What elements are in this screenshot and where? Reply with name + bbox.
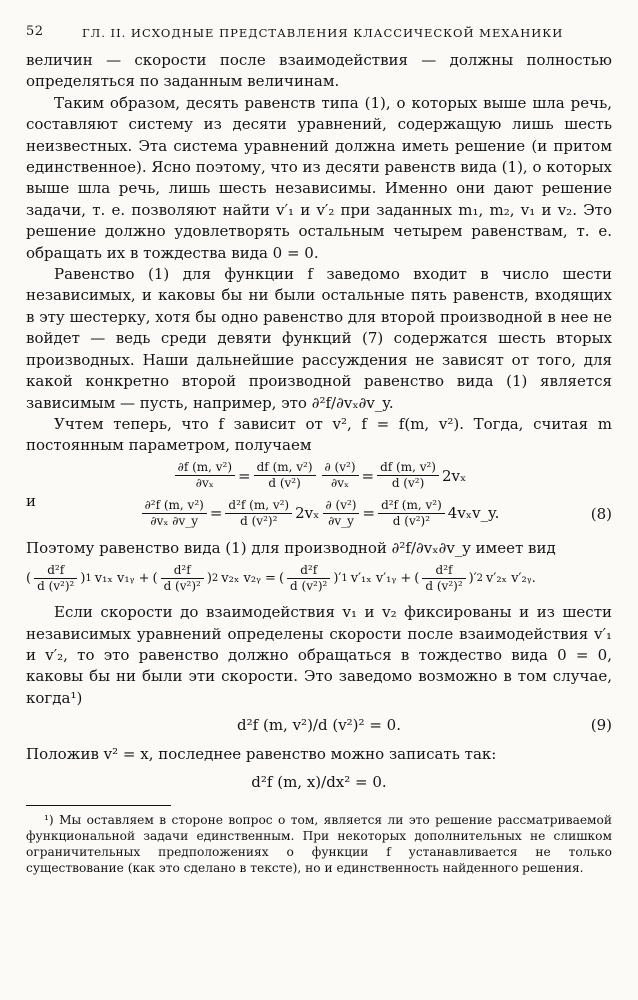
eq1-term-3: $\frac{\text{∂ (v²)}}{\text{∂vₓ}}$	[322, 460, 359, 491]
paragraph-3: Равенство (1) для функции f заведомо входит в число шести независимых, и каковы бы ни были остальные пять равенств, входящих в эту шестерку, хотя бы одно равенство для второй производной в нее не войдет — ведь среди девяти функций (7) содержатся шесть вторых производных. Наши дальнейшие рассуждения не зависят от того, для какой конкретно второй производной равенство вида (1) является зависимым — пусть, например, это ∂²f/∂vₓ∂v_y.	[26, 265, 612, 412]
and-label: и	[26, 491, 36, 510]
footnote: ¹) Мы оставляем в стороне вопрос о том, является ли это решение рассматриваемой функциональной задачи единственным. При некоторых дополнительных не слишком ограничительных предположениях о функции f устанавливается не только существование (как это сделано в тексте), но и единственность найденного решения.	[26, 812, 612, 876]
paragraph-4: Учтем теперь, что f зависит от v², f = f(m, v²). Тогда, считая m постоянным параметром, получаем	[26, 414, 612, 455]
paragraph-6: Если скорости до взаимодействия v₁ и v₂ фиксированы и из шести независимых уравнений определены скорости после взаимодействия v′₁ и v′₂, то это равенство должно обращаться в тождество вида 0 = 0, каковы бы ни были эти скорости. Это заведомо возможно в том случае, когда¹)	[26, 603, 612, 707]
equation-8: и $\frac{\text{∂²f (m, v²)}}{\text{∂vₓ ∂v\_y}}$ = $\frac{\text{d²f (m, v²)}}{\text{d (v²)²}}$ 2vₓ $\frac{\text{∂ (v²)}}{\partial v\_y}$ = $\frac{\text{d²f (m, v²)}}{\text{d (v²)²}}$ 4vₓv_y. (8)	[26, 491, 612, 529]
equation-9-number: (9)	[590, 716, 612, 735]
paragraph-2: Таким образом, десять равенств типа (1), о которых выше шла речь, составляют систему из десяти уравнений, содержащую лишь шесть неизвестных. Эта система уравнений должна иметь решение (и притом единственное). Ясно поэтому, что из десяти равенств вида (1), о которых выше шла речь, лишь шесть независимы. Именно они дают решение задачи, т. е. позволяют найти v′₁ и v′₂ при заданных m₁, m₂, v₁ и v₂. Это решение должно удовлетворять остальным четырем равенствам, т. е. обращать их в тождества вида 0 = 0.	[26, 93, 613, 262]
eq8-term-4: $\frac{\text{d²f (m, v²)}}{\text{d (v²)²}}$	[378, 498, 445, 529]
equation-1: $\frac{\text{∂f (m, v²)}}{\text{∂vₓ}}$ = $\frac{\text{df (m, v²)}}{\text{d (v²)}}$ $\frac{\text{∂ (v²)}}{\text{∂vₓ}}$ = $\frac{\text{df (m, v²)}}{\text{d (v²)}}$ 2vₓ	[26, 457, 612, 495]
page-header	[26, 24, 612, 50]
eq1-term-1: $\frac{\text{∂f (m, v²)}}{\text{∂vₓ}}$	[175, 460, 235, 491]
paragraph-1: величин — скорости после взаимодействия — должны полностью определяться по заданным величинам.	[26, 51, 612, 91]
equation-10: d²f (m, x)/dx² = 0.	[251, 772, 387, 791]
equation-8-number: (8)	[590, 504, 612, 523]
paragraph-7: Положив v² = x, последнее равенство можно записать так:	[26, 745, 497, 764]
eq8-term-3: $\frac{\text{∂ (v²)}}{\partial v\_y}$	[323, 498, 360, 529]
running-title: ГЛ. II. ИСХОДНЫЕ ПРЕДСТАВЛЕНИЯ КЛАССИЧЕСКОЙ МЕХАНИКИ	[82, 26, 564, 40]
eq1-term-2: $\frac{\text{df (m, v²)}}{\text{d (v²)}}$	[254, 460, 316, 491]
equation-condition: ( $\frac{\text{d²f}}{\text{d (v²)²}}$ ) 1 v₁ₓ v₁ᵧ + ( $\frac{\text{d²f}}{\text{d (v²)²}}$ ) 2 v₂ₓ v₂ᵧ = ( $\frac{\text{d²f}}{\text{d (v²)²}}$ )′ 1 v′₁ₓ v′₁ᵧ + ( $\frac{\text{d²f}}{\text{d (v²)²}}$ )′ 2 v′₂ₓ v′₂ᵧ.	[26, 562, 536, 593]
eq8-term-1: $\frac{\text{∂²f (m, v²)}}{\text{∂vₓ ∂v\_y}}$	[142, 498, 207, 529]
page-number: 52	[26, 24, 44, 39]
footnote-rule	[26, 805, 171, 806]
eq1-term-4: $\frac{\text{df (m, v²)}}{\text{d (v²)}}$	[377, 460, 439, 491]
equation-9: d²f (m, v²)/d (v²)² = 0. (9)	[237, 716, 612, 735]
paragraph-5: Поэтому равенство вида (1) для производной ∂²f/∂vₓ∂v_y имеет вид	[26, 538, 556, 557]
eq8-term-2: $\frac{\text{d²f (m, v²)}}{\text{d (v²)²}}$	[225, 498, 292, 529]
